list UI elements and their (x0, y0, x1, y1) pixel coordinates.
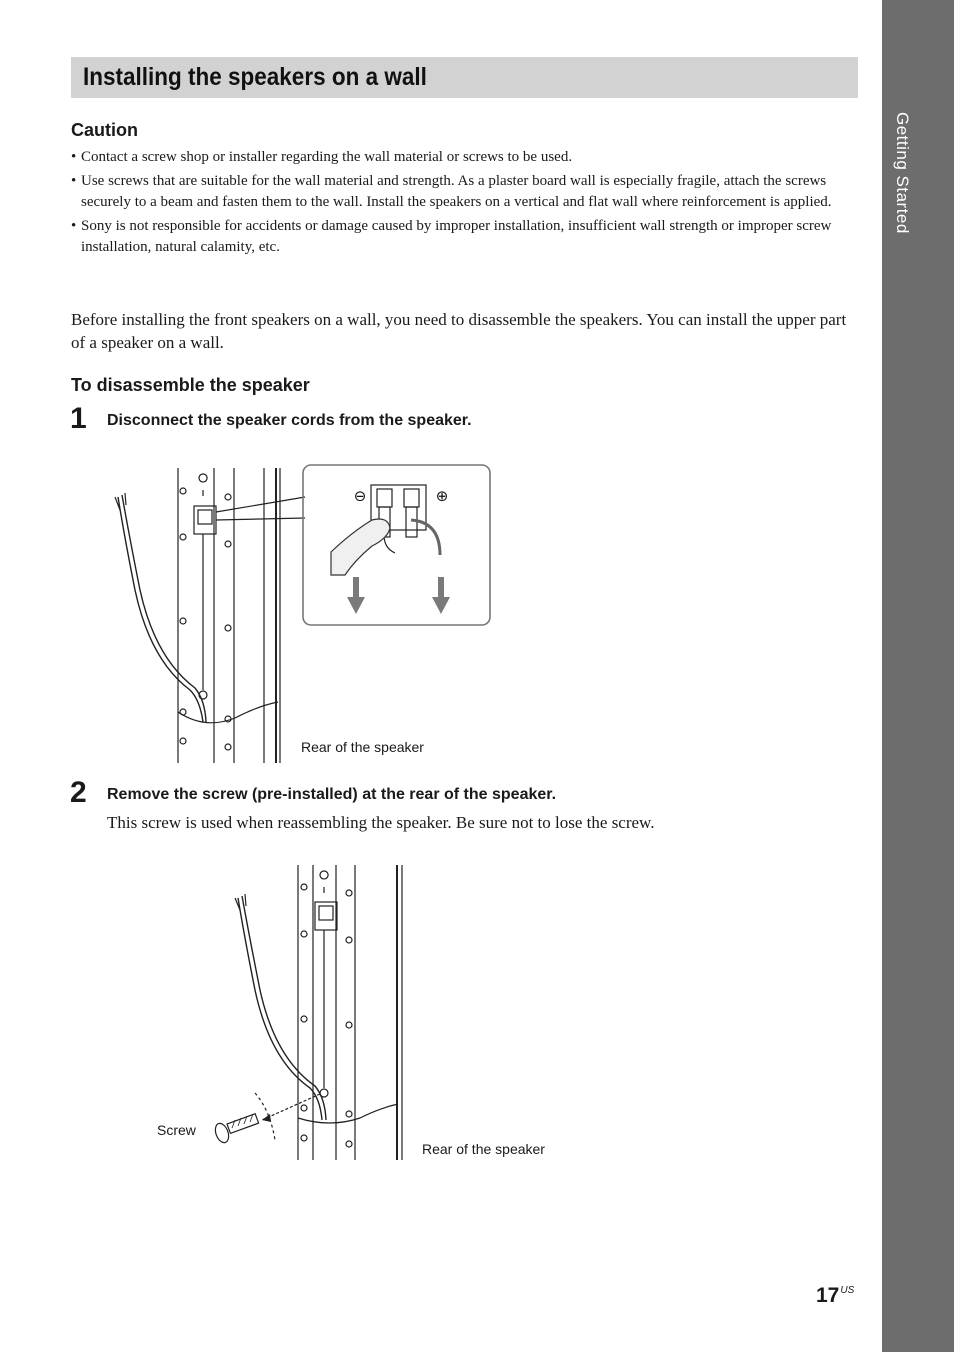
page-number (816, 1284, 854, 1308)
bullet-icon: • (71, 149, 77, 165)
caution-item-text: Use screws that are suitable for the wall material and strength. As a plaster board wall is especially fragile, attach the screws securely to a beam and fasten them to the wall. Install the speakers on a vertical and flat wall where reinforcement is applied. (81, 173, 832, 210)
caution-item-text: Contact a screw shop or installer regarding the wall material or screws to be used. (81, 149, 573, 165)
step-1-text: Disconnect the speaker cords from the speaker. (107, 412, 472, 429)
minus-terminal-icon: ⊖ (353, 487, 367, 505)
step-2-text: Remove the screw (pre-installed) at the rear of the speaker. (107, 786, 557, 803)
side-tab-label: Getting Started (893, 112, 912, 234)
bullet-icon: • (71, 218, 77, 234)
step-1-number: 1 (70, 402, 87, 435)
page-number-value: 17 (816, 1284, 840, 1307)
page-suffix: US (840, 1285, 855, 1296)
page-title: Installing the speakers on a wall (83, 63, 427, 91)
screw-label: Screw (157, 1122, 196, 1138)
plus-terminal-icon: ⊕ (435, 487, 449, 505)
figure1-caption: Rear of the speaker (301, 739, 424, 755)
caution-heading: Caution (71, 120, 138, 140)
figure2-caption: Rear of the speaker (422, 1141, 545, 1157)
intro-paragraph: Before installing the front speakers on a wall, you need to disassemble the speakers. You can install the upper part of a speaker on a wall. (71, 310, 847, 352)
caution-item-text: Sony is not responsible for accidents or damage caused by improper installation, insufficient wall strength or improper screw installation, natural calamity, etc. (81, 218, 832, 255)
subheading: To disassemble the speaker (71, 375, 310, 395)
step-2-number: 2 (70, 776, 87, 809)
bullet-icon: • (71, 173, 77, 189)
step-2-description: This screw is used when reassembling the speaker. Be sure not to lose the screw. (107, 813, 655, 832)
